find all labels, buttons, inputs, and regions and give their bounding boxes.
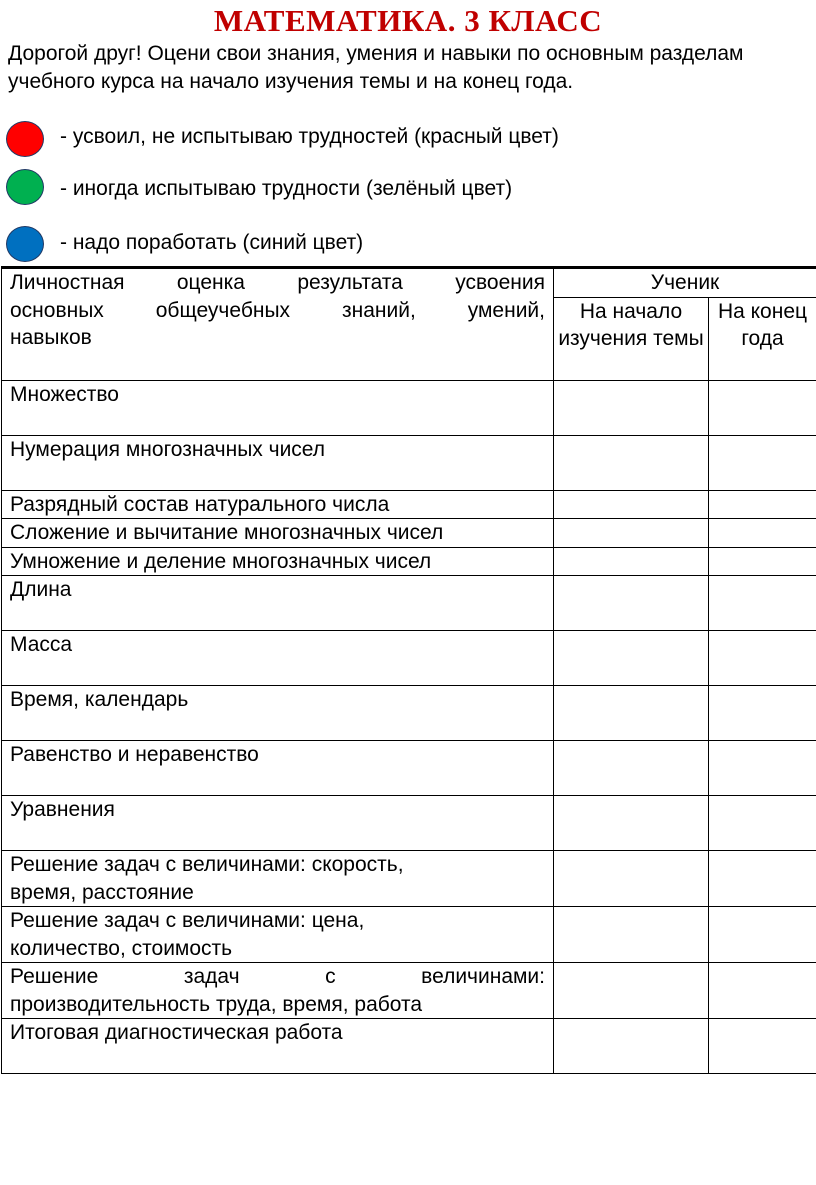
end-cell[interactable] [709,963,816,1019]
topic-line-1: Решение задач с величинами: [10,965,545,988]
end-cell[interactable] [709,1019,816,1074]
end-cell[interactable] [709,851,816,907]
intro-line-2: учебного курса на начало изучения темы и на конец года. [8,70,574,93]
header-assessment-line-3: навыков [10,326,92,349]
topic-cell: Множество [2,380,554,435]
header-assessment [2,268,554,381]
end-cell[interactable] [709,547,816,576]
intro-text [8,40,816,96]
start-cell[interactable] [554,631,709,686]
topic-cell: Равенство и неравенство [2,741,554,796]
page-title: МАТЕМАТИКА. 3 КЛАСС [213,3,603,38]
end-cell[interactable] [709,907,816,963]
header-assessment-line-1: Личностная оценка результата усвоения [10,271,545,294]
topic-cell: Сложение и вычитание многозначных чисел [2,519,554,548]
self-assessment-table [1,266,816,1074]
start-cell[interactable] [554,963,709,1019]
topic-cell: Время, календарь [2,686,554,741]
header-student: Ученик [554,268,816,298]
start-cell[interactable] [554,380,709,435]
blue-circle-icon [6,226,44,262]
end-cell[interactable] [709,686,816,741]
topic-cell [2,963,554,1019]
end-cell[interactable] [709,741,816,796]
end-cell[interactable] [709,435,816,490]
start-cell[interactable] [554,519,709,548]
topic-cell: Умножение и деление многозначных чисел [2,547,554,576]
header-assessment-line-2: основных общеучебных знаний, умений, [10,298,545,322]
topic-cell: Решение задач с величинами: цена, количество, стоимость [2,907,554,963]
end-cell[interactable] [709,576,816,631]
topic-line-2: производительность труда, время, работа [10,992,423,1016]
legend-blue-text: - надо поработать (синий цвет) [60,231,364,254]
topic-cell: Итоговая диагностическая работа [2,1019,554,1074]
intro-line-1: Дорогой друг! Оцени свои знания, умения и навыки по основным разделам [8,42,744,65]
topic-cell: Решение задач с величинами: скорость, время, расстояние [2,851,554,907]
header-start: На начало изучения темы [554,297,709,380]
topic-cell: Уравнения [2,796,554,851]
start-cell[interactable] [554,907,709,963]
red-circle-icon [6,121,44,157]
start-cell[interactable] [554,547,709,576]
header-end: На конец года [709,297,816,380]
topic-cell: Нумерация многозначных чисел [2,435,554,490]
start-cell[interactable] [554,686,709,741]
topic-cell: Масса [2,631,554,686]
green-circle-icon [6,169,44,205]
start-cell[interactable] [554,851,709,907]
legend-red-text: - усвоил, не испытываю трудностей (красный цвет) [60,125,559,148]
start-cell[interactable] [554,1019,709,1074]
end-cell[interactable] [709,796,816,851]
start-cell[interactable] [554,435,709,490]
end-cell[interactable] [709,631,816,686]
end-cell[interactable] [709,490,816,519]
start-cell[interactable] [554,490,709,519]
start-cell[interactable] [554,796,709,851]
topic-cell: Разрядный состав натурального числа [2,490,554,519]
legend-green-text: - иногда испытываю трудности (зелёный цвет) [60,177,513,200]
start-cell[interactable] [554,576,709,631]
end-cell[interactable] [709,519,816,548]
topic-cell: Длина [2,576,554,631]
start-cell[interactable] [554,741,709,796]
end-cell[interactable] [709,380,816,435]
